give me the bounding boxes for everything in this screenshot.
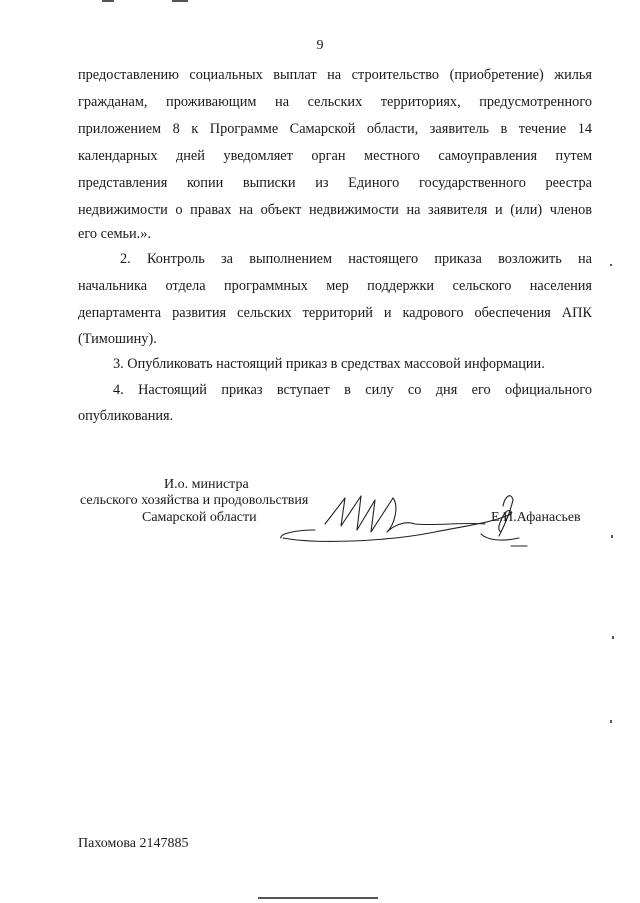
page-number: 9 <box>316 38 324 53</box>
paragraph-line: департамента развития сельских территорий и кадрового обеспечения АПК <box>78 305 592 321</box>
scan-mark <box>611 535 613 538</box>
paragraph-line: 4. Настоящий приказ вступает в силу со дня его официального <box>113 382 592 398</box>
scan-mark <box>102 0 114 2</box>
paragraph-line: (Тимошину). <box>78 331 157 347</box>
signer-title-line3: Самарской области <box>142 510 257 525</box>
paragraph-line: опубликования. <box>78 408 174 424</box>
paragraph-line: недвижимости о правах на объект недвижимости на заявителя и (или) членов <box>78 202 592 218</box>
scan-mark <box>172 0 188 2</box>
signer-title-line2: сельского хозяйства и продовольствия <box>80 493 309 508</box>
paragraph-line: календарных дней уведомляет орган местного самоуправления путем <box>78 148 592 164</box>
paragraph-line: 3. Опубликовать настоящий приказ в средствах массовой информации. <box>113 356 545 372</box>
paragraph-line: приложением 8 к Программе Самарской области, заявитель в течение 14 <box>78 121 592 137</box>
scan-mark <box>258 897 378 899</box>
paragraph-line: представления копии выписки из Единого государственного реестра <box>78 175 592 191</box>
signer-title-line1: И.о. министра <box>164 477 249 492</box>
paragraph-line: его семьи.». <box>78 226 151 242</box>
scan-mark <box>610 264 612 266</box>
paragraph-line: начальника отдела программных мер поддержки сельского населения <box>78 278 592 294</box>
paragraph-line: 2. Контроль за выполнением настоящего приказа возложить на <box>120 251 592 267</box>
signer-name: Е.И.Афанасьев <box>491 510 581 525</box>
scan-mark <box>612 636 614 639</box>
scan-mark <box>610 720 612 723</box>
executor-contact: Пахомова 2147885 <box>78 836 189 851</box>
paragraph-line: гражданам, проживающим на сельских территориях, предусмотренного <box>78 94 592 110</box>
paragraph-line: предоставлению социальных выплат на строительство (приобретение) жилья <box>78 67 592 83</box>
